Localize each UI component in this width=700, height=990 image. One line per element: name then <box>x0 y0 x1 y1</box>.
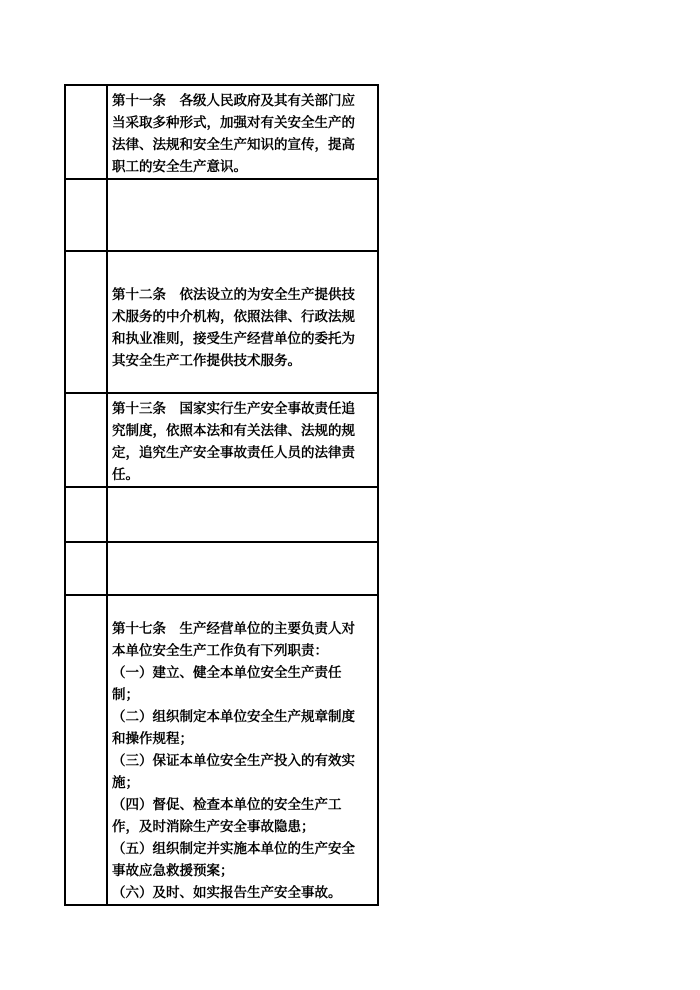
text-line: 第十二条 依法设立的为安全生产提供技 <box>112 287 355 303</box>
text-line: 和执业准则，接受生产经营单位的委托为 <box>112 331 355 347</box>
text-line: 第十三条 国家实行生产安全事故责任追 <box>112 401 355 417</box>
index-cell <box>65 179 107 251</box>
text-line: （四）督促、检查本单位的安全生产工 <box>112 797 342 813</box>
regulation-table <box>64 84 379 906</box>
index-cell <box>65 487 107 542</box>
text-line: 作，及时消除生产安全事故隐患； <box>112 819 315 835</box>
text-line: 和操作规程； <box>112 731 193 747</box>
empty-cell <box>107 179 378 251</box>
text-line: （二）组织制定本单位安全生产规章制度 <box>112 709 355 725</box>
text-line: 法律、法规和安全生产知识的宣传，提高 <box>112 137 355 153</box>
text-line: （六）及时、如实报告生产安全事故。 <box>112 885 342 901</box>
table-row <box>65 393 378 487</box>
index-cell <box>65 393 107 487</box>
text-line: 定，追究生产安全事故责任人员的法律责 <box>112 445 355 461</box>
text-line: 本单位安全生产工作负有下列职责： <box>112 643 328 659</box>
empty-cell <box>107 542 378 595</box>
table-row <box>65 85 378 179</box>
text-line: 究制度，依照本法和有关法律、法规的规 <box>112 423 355 439</box>
text-line: 任。 <box>112 467 139 483</box>
table-row <box>65 595 378 905</box>
text-line: （五）组织制定并实施本单位的生产安全 <box>112 841 355 857</box>
text-line: 第十一条 各级人民政府及其有关部门应 <box>112 93 355 109</box>
text-line: 其安全生产工作提供技术服务。 <box>112 353 301 369</box>
empty-cell <box>107 487 378 542</box>
table-row <box>65 251 378 393</box>
text-line: 术服务的中介机构，依照法律、行政法规 <box>112 309 355 325</box>
text-line: 第十七条 生产经营单位的主要负责人对 <box>112 621 355 637</box>
table-row <box>65 542 378 595</box>
article-17-cell <box>107 595 378 905</box>
text-line: 职工的安全生产意识。 <box>112 159 247 175</box>
article-13-cell <box>107 393 378 487</box>
article-12-cell <box>107 251 378 393</box>
text-line: 当采取多种形式，加强对有关安全生产的 <box>112 115 355 131</box>
table-row <box>65 487 378 542</box>
index-cell <box>65 542 107 595</box>
text-line: 制； <box>112 687 139 703</box>
index-cell <box>65 85 107 179</box>
index-cell <box>65 595 107 905</box>
text-line: （一）建立、健全本单位安全生产责任 <box>112 665 342 681</box>
text-line: （三）保证本单位安全生产投入的有效实 <box>112 753 355 769</box>
article-11-cell <box>107 85 378 179</box>
text-line: 施； <box>112 775 139 791</box>
text-line: 事故应急救援预案； <box>112 863 234 879</box>
index-cell <box>65 251 107 393</box>
table-row <box>65 179 378 251</box>
